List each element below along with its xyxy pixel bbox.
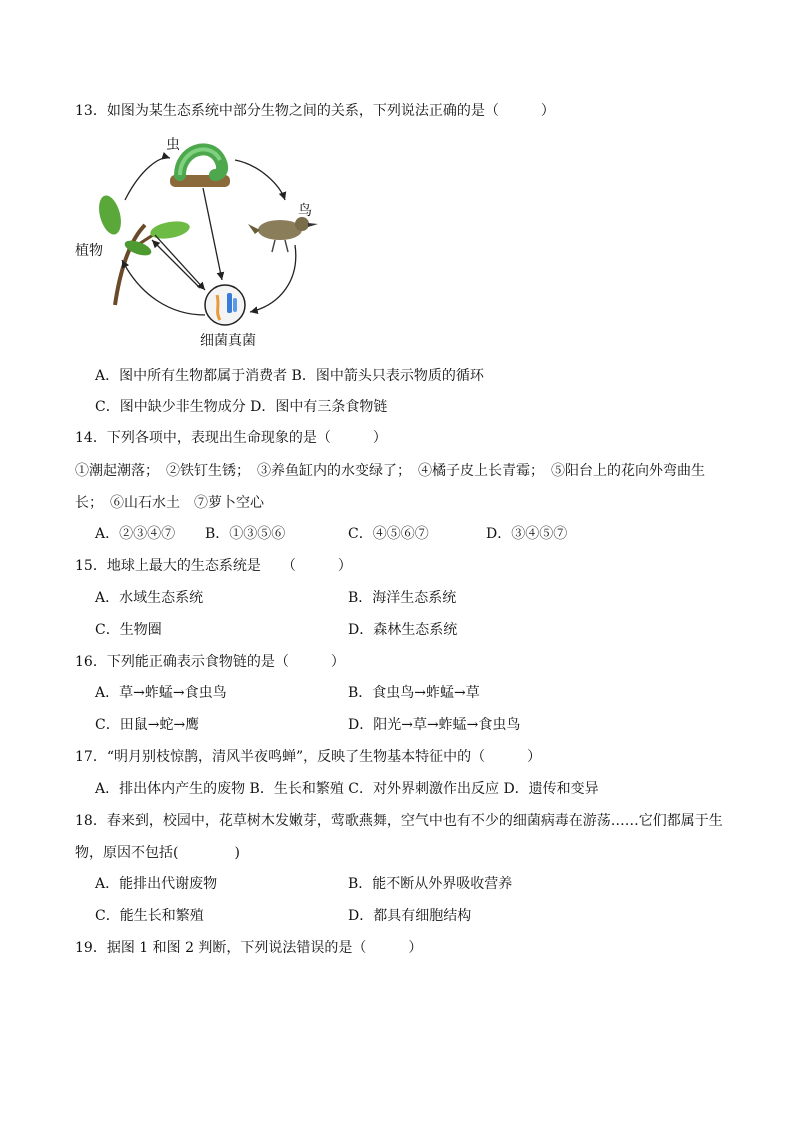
q17-options-line: A．排出体内产生的废物 B．生长和繁殖 C．对外界刺激作出反应 D．遗传和变异 [95,781,599,797]
q15-stem: 15．地球上最大的生态系统是 （ ） [75,558,352,574]
q18-option-d: D．都具有细胞结构 [348,908,472,924]
q16-stem: 16．下列能正确表示食物链的是（ ） [75,654,345,670]
q14-option-a: A．②③④⑦ [95,526,176,542]
q15-option-b: B．海洋生态系统 [348,590,457,606]
caterpillar-icon [170,149,230,187]
q18-option-c: C．能生长和繁殖 [95,908,204,924]
food-web-figure [70,130,330,350]
q14-stem: 14．下列各项中，表现出生命现象的是（ ） [75,430,387,446]
q17-stem: 17．“明月别枝惊鹊，清风半夜鸣蝉”，反映了生物基本特征中的（ ） [75,749,542,765]
q18-option-a: A．能排出代谢废物 [95,876,218,892]
plant-icon [95,193,191,305]
q13-options-line2: C．图中缺少非生物成分 D．图中有三条食物链 [95,399,388,415]
q14-items-line2: 长； ⑥山石水土 ⑦萝卜空心 [75,495,264,511]
label-insect: 虫 [166,137,180,153]
q13-options-line1: A．图中所有生物都属于消费者 B．图中箭头只表示物质的循环 [95,368,484,384]
label-bird: 鸟 [298,203,312,219]
label-microbe: 细菌真菌 [200,333,256,349]
q16-option-a: A．草→蚱蜢→食虫鸟 [95,685,227,701]
q18-stem-line2: 物，原因不包括( ) [75,845,240,861]
q18-stem-line1: 18．春来到，校园中，花草树木发嫩芽，莺歌燕舞，空气中也有不少的细菌病毒在游荡……它们都属于生 [75,813,723,829]
q15-option-d: D．森林生态系统 [348,622,458,638]
q14-option-c: C．④⑤⑥⑦ [348,526,429,542]
q18-option-b: B．能不断从外界吸收营养 [348,876,513,892]
q19-stem: 19．据图 1 和图 2 判断，下列说法错误的是（ ） [75,940,423,956]
q15-option-c: C．生物圈 [95,622,162,638]
label-plant: 植物 [75,243,103,259]
food-web-diagram [70,130,330,350]
q16-option-b: B．食虫鸟→蚱蜢→草 [348,685,480,701]
q14-option-b: B．①③⑤⑥ [205,526,286,542]
bird-icon [248,217,318,252]
q15-option-a: A．水域生态系统 [95,590,204,606]
q13-stem: 13．如图为某生态系统中部分生物之间的关系，下列说法正确的是（ ） [75,103,555,119]
q16-option-c: C．田鼠→蛇→鹰 [95,717,200,733]
microbe-icon [205,285,245,325]
q14-option-d: D．③④⑤⑦ [486,526,568,542]
q14-items-line1: ①潮起潮落； ②铁钉生锈； ③养鱼缸内的水变绿了； ④橘子皮上长青霉； ⑤阳台上的花向外弯曲生 [75,463,705,479]
q16-option-d: D．阳光→草→蚱蜢→食虫鸟 [348,717,521,733]
